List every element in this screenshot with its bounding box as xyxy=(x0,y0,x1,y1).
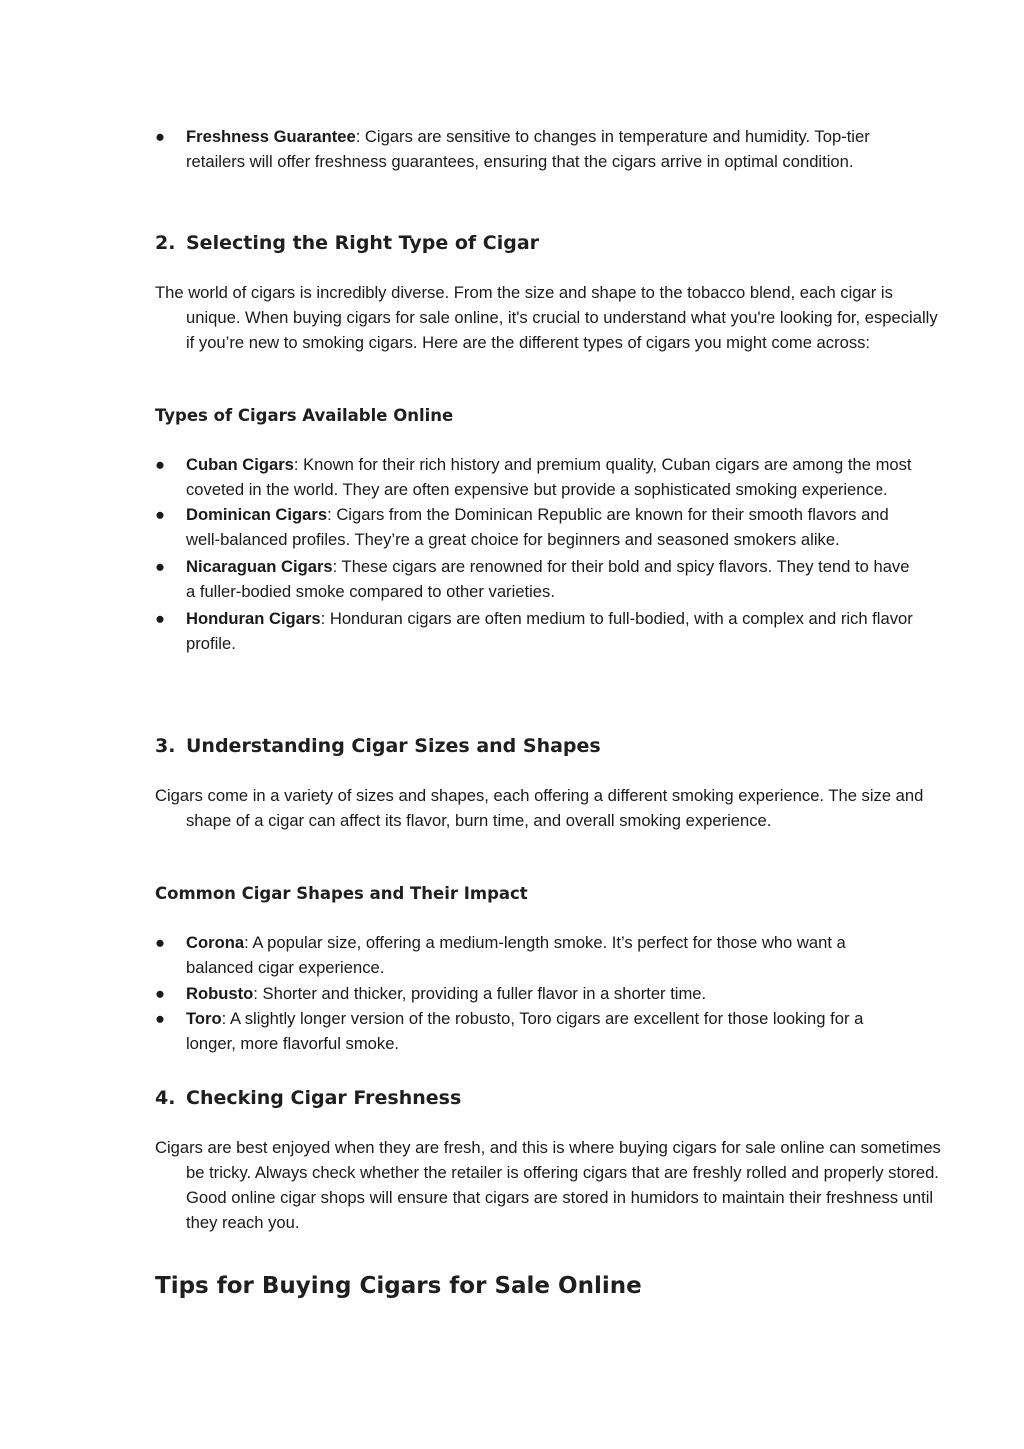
section-3-subheading: Common Cigar Shapes and Their Impact xyxy=(155,884,528,903)
list-item xyxy=(155,554,915,604)
tips-heading: Tips for Buying Cigars for Sale Online xyxy=(155,1273,642,1299)
list-item-term: Nicaraguan Cigars xyxy=(186,557,333,576)
section-4-heading xyxy=(155,1085,461,1111)
cigar-shapes-list xyxy=(155,930,915,1056)
section-number: 4. xyxy=(155,1087,176,1109)
bullet-icon: ● xyxy=(155,984,166,1003)
section-3-paragraph: Cigars come in a variety of sizes and shapes, each offering a different smoking experience. The size and shape of a cigar can affect its flavor, burn time, and overall smoking experience. xyxy=(155,786,924,830)
section-number: 2. xyxy=(155,232,176,254)
section-2-paragraph: The world of cigars is incredibly diverse. From the size and shape to the tobacco blend, each cigar is unique. When buying cigars for sale online, it's crucial to understand what you're looking for, especially if you’re new to smoking cigars. Here are the different types of cigars you might come across: xyxy=(155,283,938,352)
freshness-list xyxy=(155,124,915,174)
list-item-term: Robusto xyxy=(186,984,254,1003)
section-2-subheading: Types of Cigars Available Online xyxy=(155,406,454,425)
list-item xyxy=(155,502,915,552)
list-item xyxy=(155,124,915,174)
list-item-text: : Cigars are sensitive to changes in temperature and humidity. Top-tier retailers will offer freshness guarantees, ensuring that the cigars arrive in optimal condition. xyxy=(186,127,870,171)
section-4-paragraph: Cigars are best enjoyed when they are fresh, and this is where buying cigars for sale online can sometimes be tricky. Always check whether the retailer is offering cigars that are freshly rolled and properly stored. Good online cigar shops will ensure that cigars are stored in humidors to maintain their freshness until they reach you. xyxy=(155,1138,941,1232)
bullet-icon: ● xyxy=(155,505,166,524)
list-item xyxy=(155,981,915,1006)
cigar-types-list xyxy=(155,452,915,656)
bullet-icon: ● xyxy=(155,455,166,474)
section-title: Understanding Cigar Sizes and Shapes xyxy=(186,735,601,757)
list-item xyxy=(155,452,915,502)
list-item-term: Cuban Cigars xyxy=(186,455,294,474)
list-item xyxy=(155,606,915,656)
list-item-text: : These cigars are renowned for their bold and spicy flavors. They tend to have a fuller-bodied smoke compared to other varieties. xyxy=(186,557,910,601)
section-title: Selecting the Right Type of Cigar xyxy=(186,232,540,254)
section-title: Checking Cigar Freshness xyxy=(186,1087,462,1109)
list-item-text: : Known for their rich history and premium quality, Cuban cigars are among the most coveted in the world. They are often expensive but provide a sophisticated smoking experience. xyxy=(186,455,912,499)
bullet-icon: ● xyxy=(155,1009,166,1028)
bullet-icon: ● xyxy=(155,609,166,628)
list-item-text: : A slightly longer version of the robusto, Toro cigars are excellent for those looking for a longer, more flavorful smoke. xyxy=(186,1009,864,1053)
list-item-text: : A popular size, offering a medium-length smoke. It’s perfect for those who want a balanced cigar experience. xyxy=(186,933,846,977)
list-item-term: Toro xyxy=(186,1009,222,1028)
list-item-term: Corona xyxy=(186,933,245,952)
list-item-text: : Honduran cigars are often medium to full-bodied, with a complex and rich flavor profile. xyxy=(186,609,913,653)
bullet-icon: ● xyxy=(155,127,166,146)
list-item xyxy=(155,1006,915,1056)
list-item-term: Freshness Guarantee xyxy=(186,127,356,146)
list-item-text: : Cigars from the Dominican Republic are known for their smooth flavors and well-balanced profiles. They’re a great choice for beginners and seasoned smokers alike. xyxy=(186,505,889,549)
list-item-term: Honduran Cigars xyxy=(186,609,321,628)
section-3-heading xyxy=(155,733,601,759)
list-item xyxy=(155,930,915,980)
bullet-icon: ● xyxy=(155,933,166,952)
section-2-heading xyxy=(155,230,539,256)
list-item-term: Dominican Cigars xyxy=(186,505,328,524)
bullet-icon: ● xyxy=(155,557,166,576)
list-item-text: : Shorter and thicker, providing a fuller flavor in a shorter time. xyxy=(253,984,707,1003)
section-number: 3. xyxy=(155,735,176,757)
